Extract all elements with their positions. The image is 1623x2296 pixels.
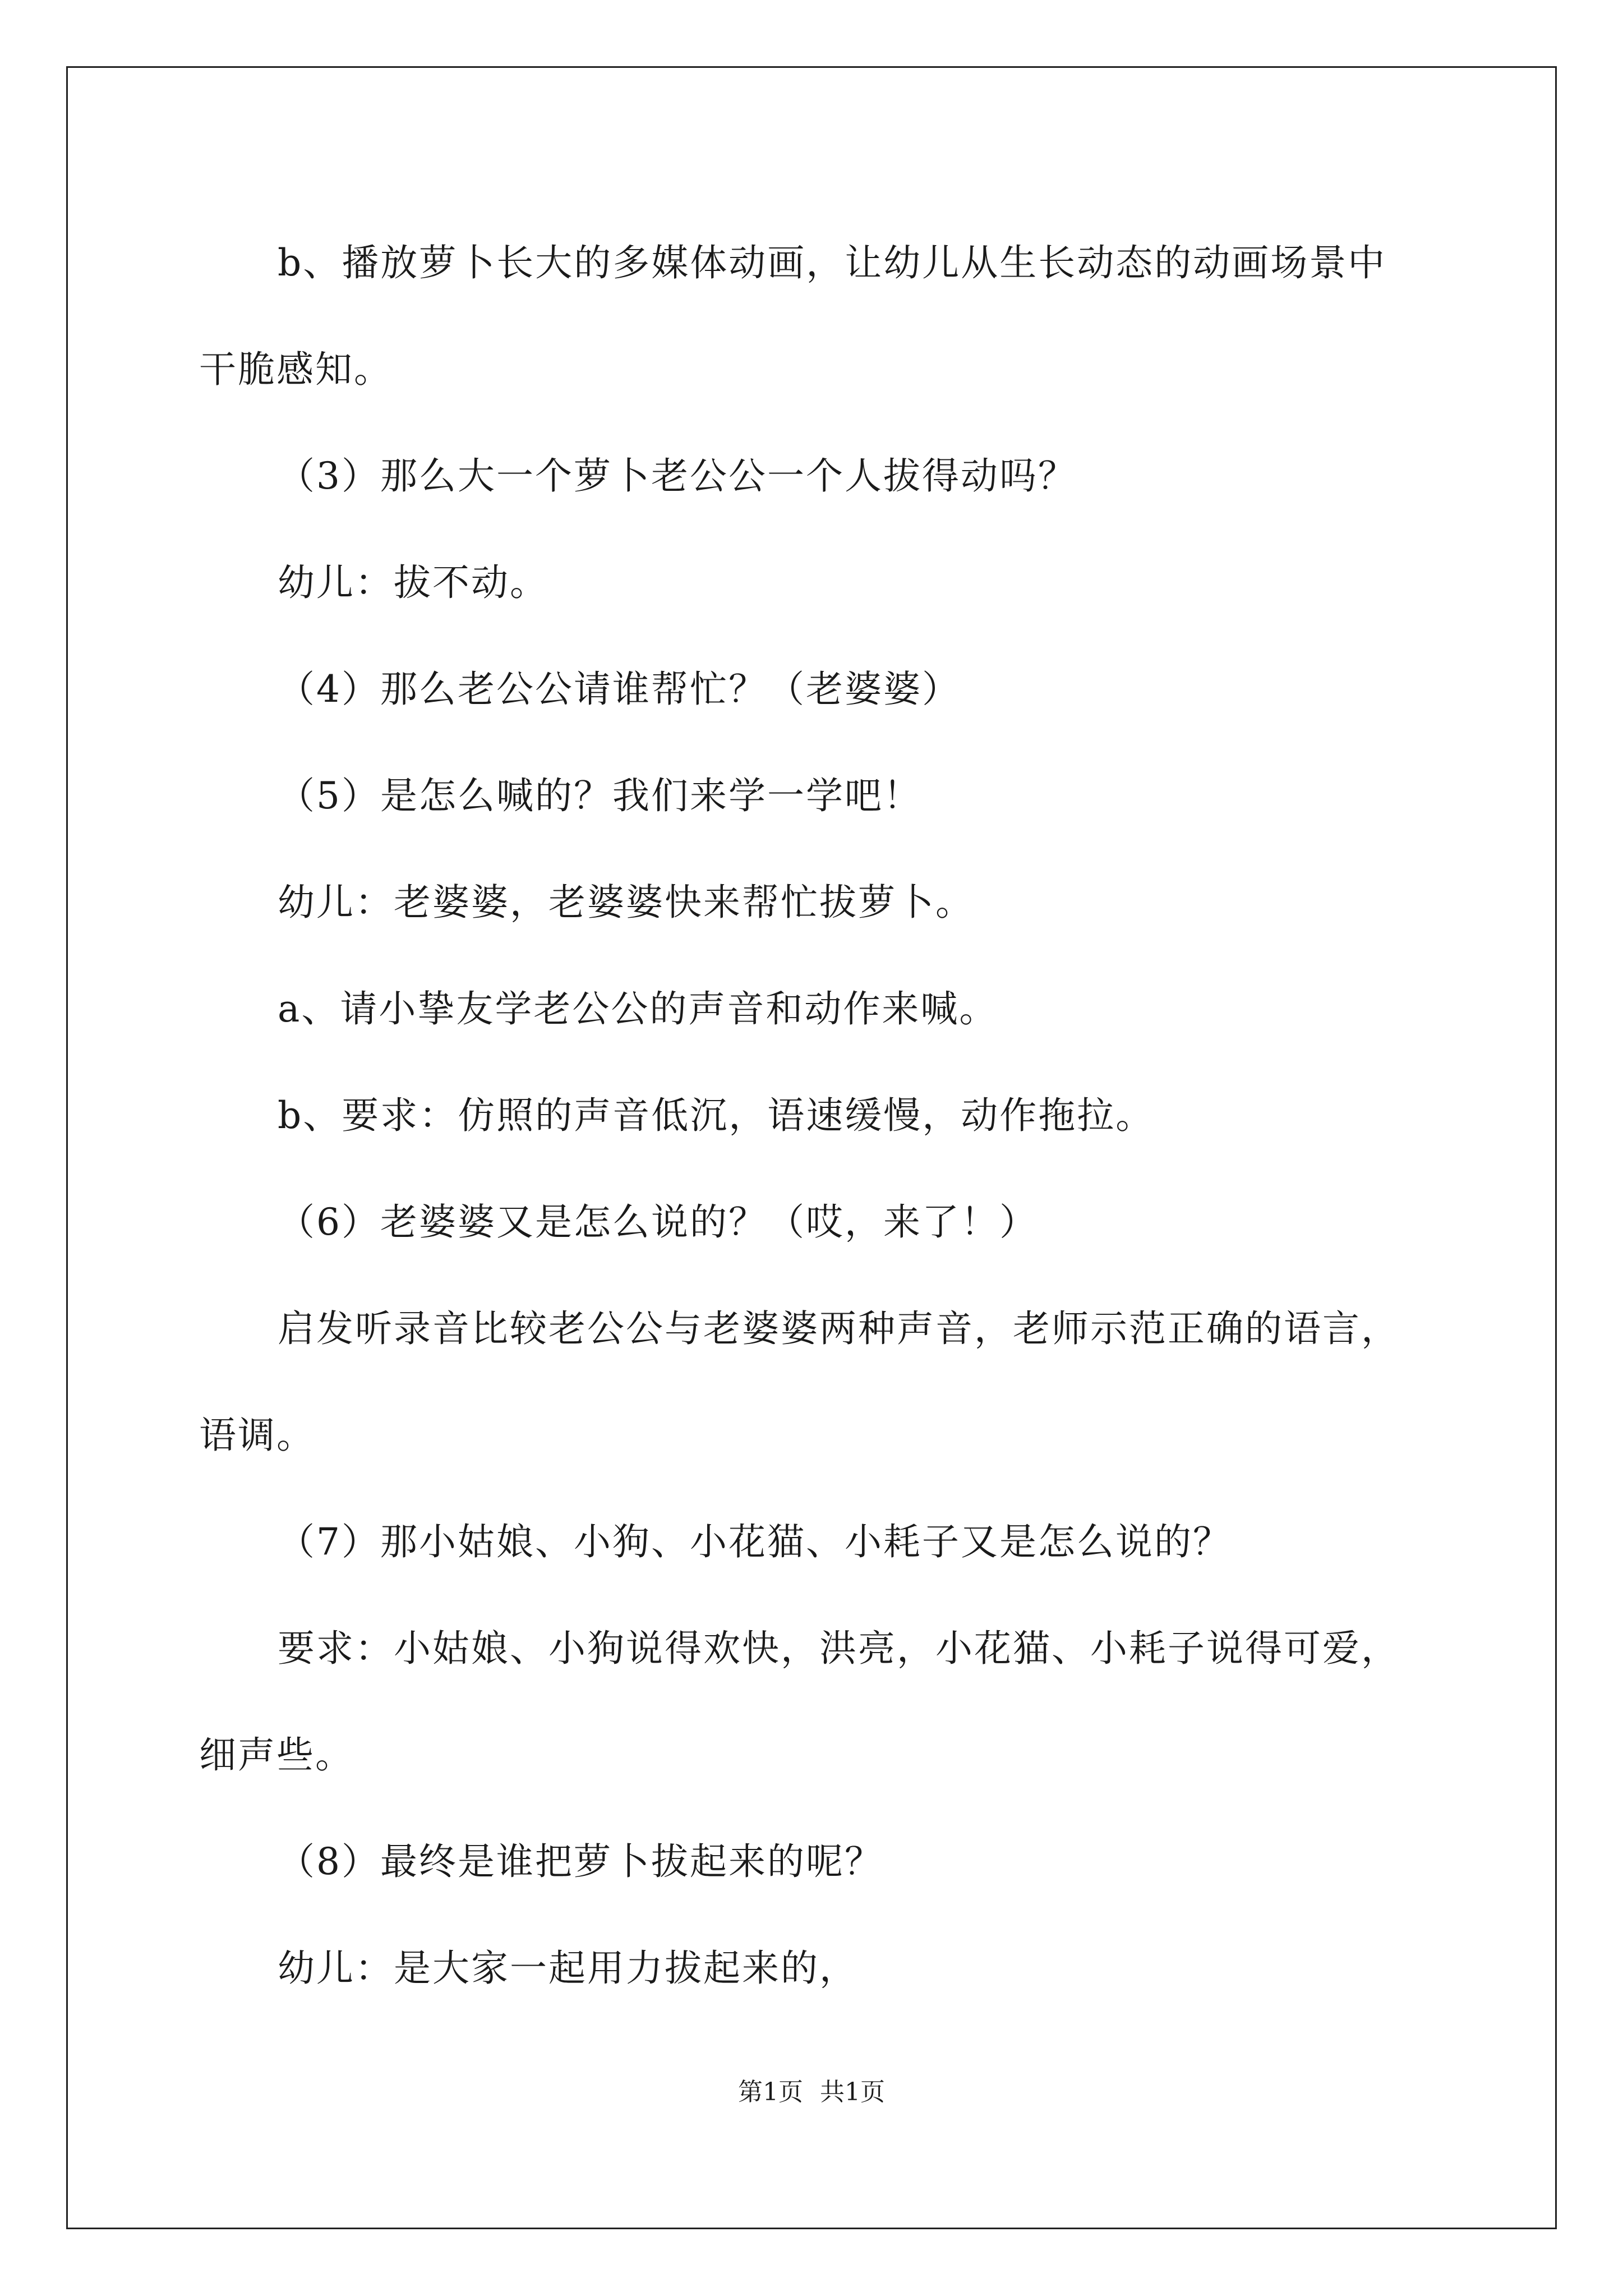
document-body: [199, 210, 1433, 2022]
page-number: 第1页: [738, 2078, 803, 2106]
paragraph-line: 要求：小姑娘、小狗说得欢快，洪亮，小花猫、小耗子说得可爱，: [278, 1627, 1400, 1670]
paragraph-line: （5）是怎么喊的？我们来学一学吧！: [278, 774, 922, 817]
paragraph-line: 细声些。: [199, 1733, 354, 1777]
paragraph-line: （3）那么大一个萝卜老公公一个人拔得动吗？: [278, 454, 1077, 498]
paragraph-line: a、请小挚友学老公公的声音和动作来喊。: [278, 987, 998, 1030]
paragraph-line: 幼儿：拔不动。: [278, 561, 548, 604]
paragraph-line: 幼儿：是大家一起用力拔起来的，: [278, 1947, 858, 1990]
paragraph-line: （7）那小姑娘、小狗、小花猫、小耗子又是怎么说的？: [278, 1520, 1232, 1563]
page-footer: [0, 2076, 1623, 2109]
paragraph-line: 幼儿：老婆婆，老婆婆快来帮忙拔萝卜。: [278, 881, 974, 924]
paragraph-line: b、要求：仿照的声音低沉，语速缓慢，动作拖拉。: [278, 1094, 1155, 1137]
paragraph-line: 语调。: [199, 1414, 315, 1457]
paragraph-line: 启发听录音比较老公公与老婆婆两种声音，老师示范正确的语言，: [278, 1307, 1400, 1350]
paragraph-line: （4）那么老公公请谁帮忙？（老婆婆）: [278, 668, 961, 711]
paragraph-line: （6）老婆婆又是怎么说的？（哎，来了！）: [278, 1200, 1038, 1244]
paragraph-line: b、播放萝卜长大的多媒体动画，让幼儿从生长动态的动画场景中: [278, 241, 1387, 284]
page-total: 共1页: [820, 2078, 885, 2106]
paragraph-line: （8）最终是谁把萝卜拔起来的呢？: [278, 1840, 883, 1883]
paragraph-line: 干脆感知。: [199, 348, 393, 391]
